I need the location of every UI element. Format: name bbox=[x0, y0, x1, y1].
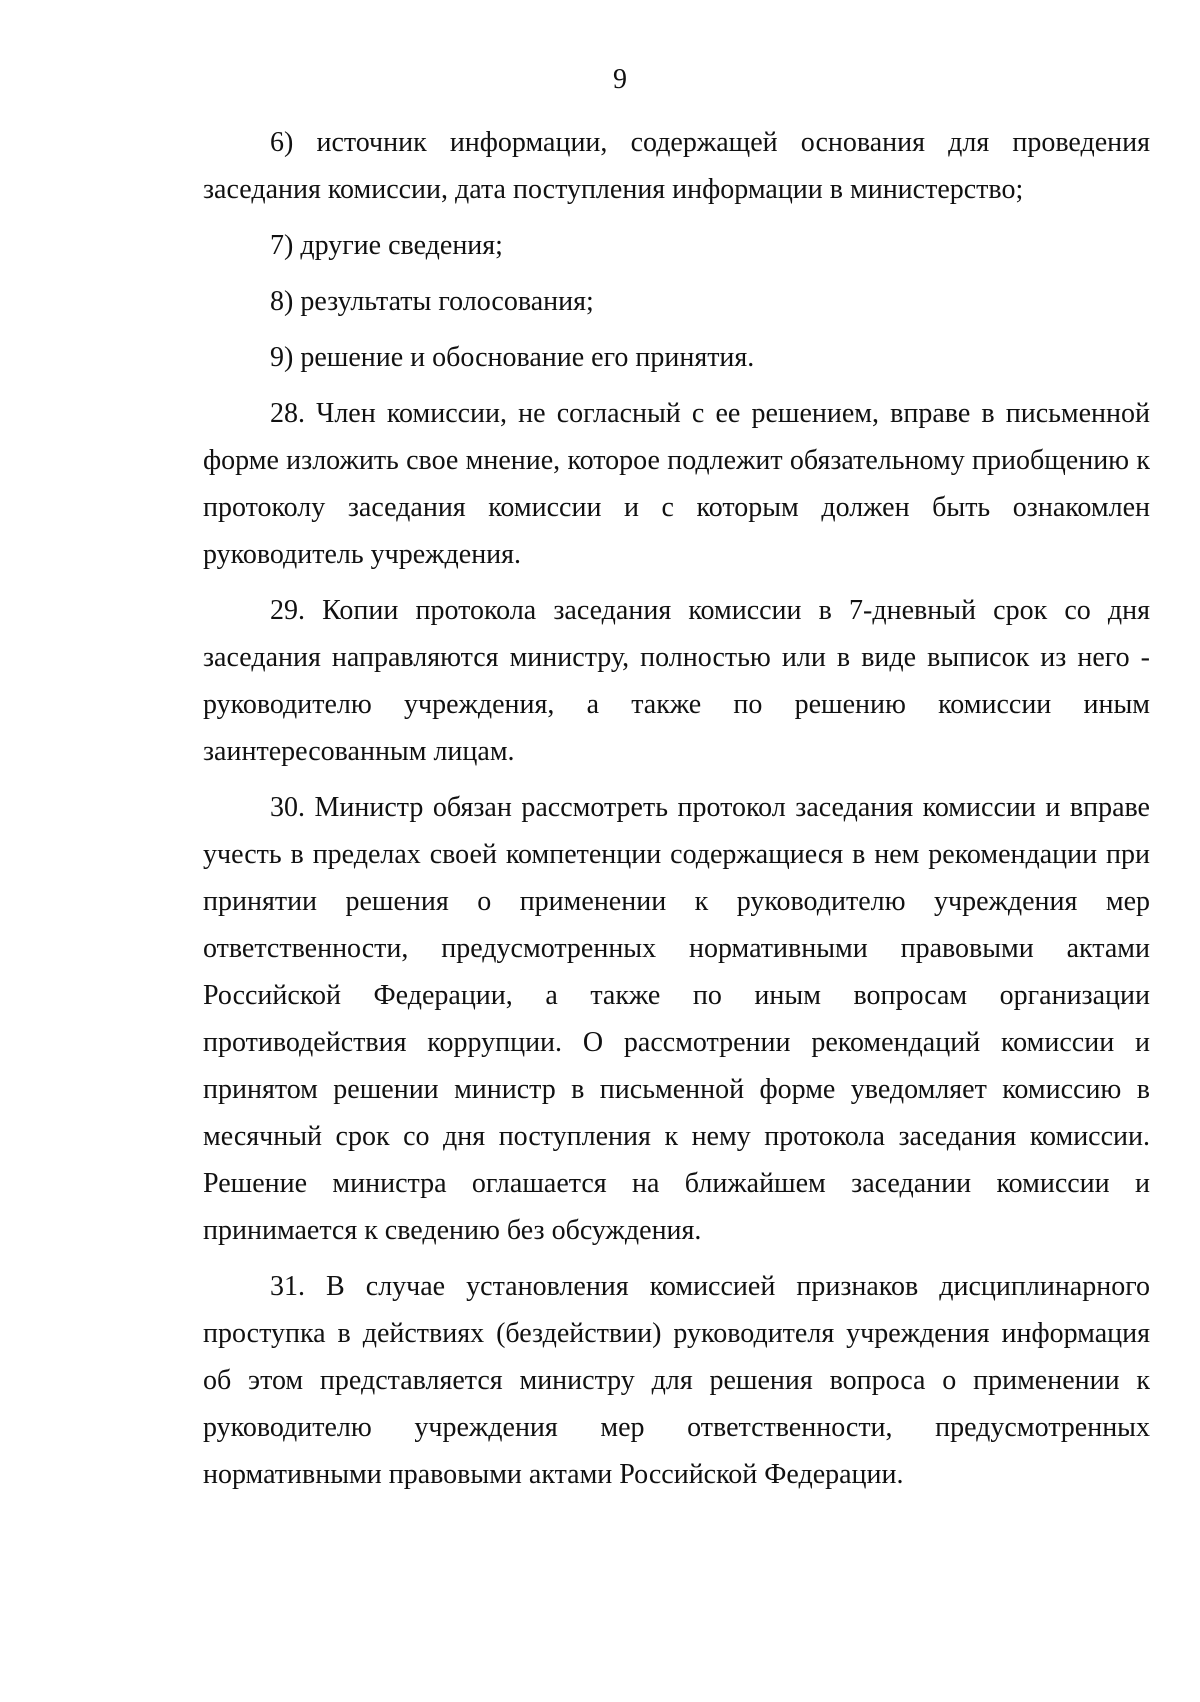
paragraph-item-9: 9) решение и обоснование его принятия. bbox=[270, 342, 755, 373]
paragraph-clause-30: 30. Министр обязан рассмотреть протокол заседания комиссии и вправе учесть в пределах своей компетенции содержащиеся в нем рекомендации при принятии решения о применении к руководителю учреждения мер ответственности, предусмотренных нормативными правовыми актами Российской Федерации, а также по иным вопросам организации противодействия коррупции. О рассмотрении рекомендаций комиссии и принятом решении министр в письменной форме уведомляет комиссию в месячный срок со дня поступления к нему протокола заседания комиссии. Решение министра оглашается на ближайшем заседании комиссии и принимается к сведению без обсуждения. bbox=[203, 792, 1150, 1246]
paragraph-item-6: 6) источник информации, содержащей основания для проведения заседания комиссии, дата поступления информации в министерство; bbox=[203, 127, 1150, 205]
document-body bbox=[203, 119, 1150, 1507]
paragraph-clause-29: 29. Копии протокола заседания комиссии в 7-дневный срок со дня заседания направляются министру, полностью или в виде выписок из него - руководителю учреждения, а также по решению комиссии иным заинтересованным лицам. bbox=[203, 595, 1150, 767]
paragraph-item-7: 7) другие сведения; bbox=[270, 230, 503, 261]
page-number: 9 bbox=[613, 64, 627, 95]
paragraph-clause-31: 31. В случае установления комиссией признаков дисциплинарного проступка в действиях (бездействии) руководителя учреждения информация об этом представляется министру для решения вопроса о применении к руководителю учреждения мер ответственности, предусмотренных нормативными правовыми актами Российской Федерации. bbox=[203, 1271, 1150, 1490]
paragraph-item-8: 8) результаты голосования; bbox=[270, 286, 594, 317]
paragraph-clause-28: 28. Член комиссии, не согласный с ее решением, вправе в письменной форме изложить свое мнение, которое подлежит обязательному приобщению к протоколу заседания комиссии и с которым должен быть ознакомлен руководитель учреждения. bbox=[203, 398, 1150, 570]
